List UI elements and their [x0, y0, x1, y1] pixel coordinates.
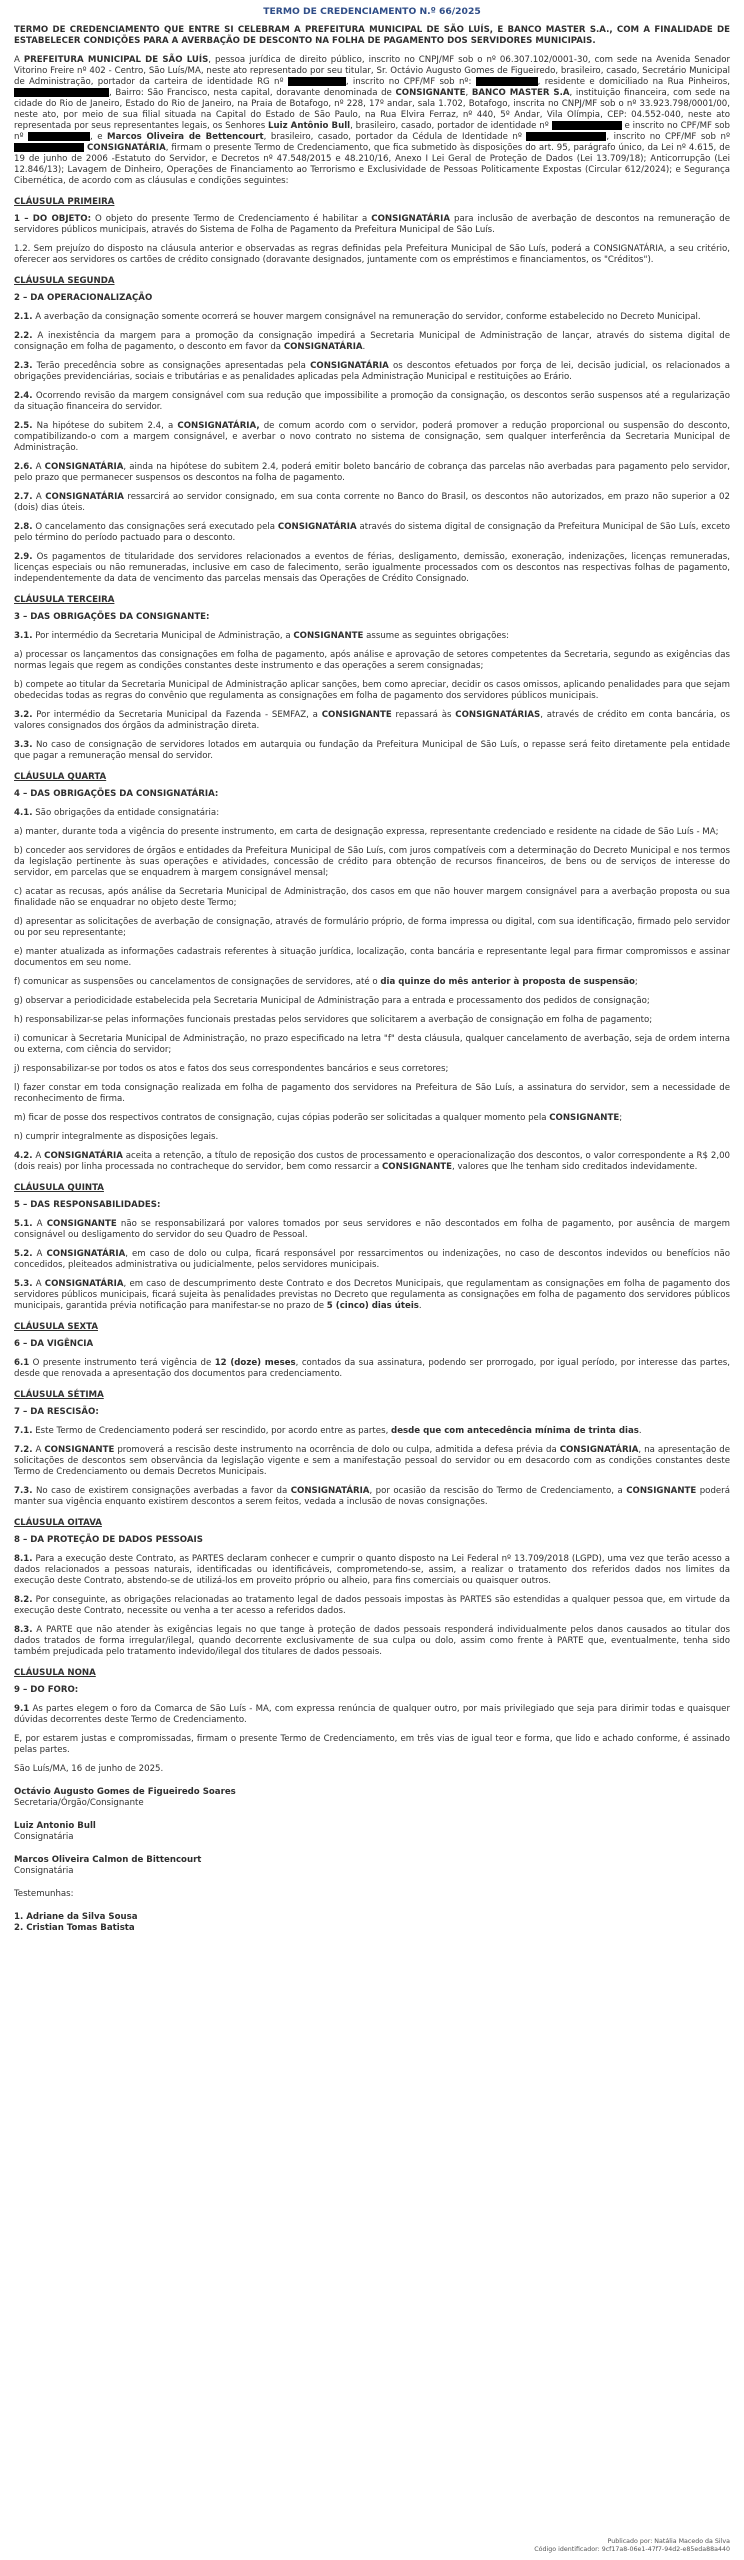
- clause-paragraph: 7.2. A CONSIGNANTE promoverá a rescisão deste instrumento na ocorrência de dolo ou culpa, admitida a defesa prévia da CONSIGNATÁRIA, na apresentação de solicitações de descontos sem observância da legislação vigente e sem a manifestação pessoal do servidor ou em desacordo com as condições constantes deste Termo de Credenciamento ou demais Decretos Municipais.: [14, 1445, 730, 1477]
- clause-heading: CLÁUSULA QUARTA: [14, 772, 107, 782]
- clause-paragraph: 8.1. Para a execução deste Contrato, as PARTES declaram conhecer e cumprir o quanto disposto na Lei Federal nº 13.709/2018 (LGPD), uma vez que terão acesso a dados relacionados a pessoas naturais, identificadas ou identificáveis, comprometendo-se, assim, a realizar o tratamento dos referidos dados nos limites da execução deste Contrato, abstendo-se de utilizá-los em proveito próprio ou alheio, para fins comerciais ou quaisquer outros.: [14, 1554, 730, 1586]
- clause-item: b) compete ao titular da Secretaria Municipal de Administração aplicar sanções, bem como apreciar, decidir os casos omissos, aplicando penalidades para que sejam obedecidas todas as regras do convênio que regulamenta as consignações em folha de pagamento dos servidores públicos municipais.: [14, 680, 730, 701]
- clause-paragraph: 8.3. A PARTE que não atender às exigências legais no que tange à proteção de dados pessoais responderá individualmente pelos danos causados ao titular dos dados tratados de forma irregular/ilegal, quando decorrente exclusivamente de sua culpa ou dolo, assim como frente à PARTE que, eventualmente, tenha sido também prejudicada pelo tratamento indevido/ilegal dos titulares de dados pessoais.: [14, 1625, 730, 1657]
- clause-paragraph: 2.1. A averbação da consignação somente ocorrerá se houver margem consignável na remuneração do servidor, conforme estabelecido no Decreto Municipal.: [14, 312, 701, 322]
- redaction-bar: [14, 143, 84, 152]
- clause-item: f) comunicar as suspensões ou cancelamentos de consignações de servidores, até o dia quinze do mês anterior à proposta de suspensão;: [14, 977, 638, 987]
- clause-heading: CLÁUSULA TERCEIRA: [14, 595, 115, 605]
- clause-paragraph: 5.2. A CONSIGNATÁRIA, em caso de dolo ou culpa, ficará responsável por ressarcimentos ou indenizações, no caso de descontos indevidos ou benefícios não concedidos, pleiteados administrativa ou judicialmente, pelos servidores municipais.: [14, 1249, 730, 1270]
- identifier-code: Código identificador: 9cf17a8-06e1-47f7-94d2-e85eda88a440: [534, 2546, 730, 2553]
- clause-paragraph: 3.1. Por intermédio da Secretaria Municipal de Administração, a CONSIGNANTE assume as seguintes obrigações:: [14, 631, 510, 641]
- redaction-bar: [28, 132, 90, 141]
- clause-paragraph: 7.1. Este Termo de Credenciamento poderá ser rescindido, por acordo entre as partes, desde que com antecedência mínima de trinta dias.: [14, 1426, 642, 1436]
- clause-paragraph: 5.3. A CONSIGNATÁRIA, em caso de descumprimento deste Contrato e dos Decretos Municipais, que regulamentam as consignações em folha de pagamento dos servidores públicos municipais, ficará sujeita às penalidades previstas no Decreto que regulamenta as consignações em folha de pagamento dos servidores públicos municipais, garantida prévia notificação para manifestar-se no prazo de 5 (cinco) dias úteis.: [14, 1279, 730, 1311]
- clause-item: m) ficar de posse dos respectivos contratos de consignação, cujas cópias poderão ser solicitadas a qualquer momento pela CONSIGNANTE;: [14, 1113, 623, 1123]
- clause-paragraph: 8.2. Por conseguinte, as obrigações relacionadas ao tratamento legal de dados pessoais impostas às PARTES são estendidas a qualquer pessoa que, em virtude da execução deste Contrato, necessite ou venha a ter acesso a referidos dados.: [14, 1595, 730, 1616]
- clause-heading: CLÁUSULA OITAVA: [14, 1518, 102, 1528]
- document-heading: TERMO DE CREDENCIAMENTO QUE ENTRE SI CELEBRAM A PREFEITURA MUNICIPAL DE SÃO LUÍS, E BANCO MASTER S.A., COM A FINALIDADE DE ESTABELECER CONDIÇÕES PARA A AVERBAÇÃO DE DESCONTO NA FOLHA DE PAGAMENTO DOS SERVIDORES MUNICIPAIS.: [14, 25, 730, 46]
- section-title: 2 – DA OPERACIONALIZAÇÃO: [14, 293, 153, 303]
- clause-item: a) processar os lançamentos das consignações em folha de pagamento, após análise e aprovação de setores competentes da Secretaria, segundo as exigências das normas legais que regem as condições constantes deste instrumento e das operações a serem consignadas;: [14, 650, 730, 671]
- clause-heading: CLÁUSULA SEXTA: [14, 1322, 98, 1332]
- section-title: 6 – DA VIGÊNCIA: [14, 1339, 94, 1349]
- document-title: TERMO DE CREDENCIAMENTO N.º 66/2025: [263, 6, 481, 17]
- section-title: 4 – DAS OBRIGAÇÕES DA CONSIGNATÁRIA:: [14, 789, 219, 799]
- section-title: 8 – DA PROTEÇÃO DE DADOS PESSOAIS: [14, 1535, 203, 1545]
- section-title: 3 – DAS OBRIGAÇÕES DA CONSIGNANTE:: [14, 612, 210, 622]
- clause-item: d) apresentar as solicitações de averbação de consignação, através de formulário próprio, de forma impressa ou digital, com sua identificação, firmado pelo servidor ou por seu representante;: [14, 917, 730, 938]
- clause-item: j) responsabilizar-se por todos os atos e fatos dos seus correspondentes bancários e seus corretores;: [14, 1064, 449, 1074]
- witness-name: 2. Cristian Tomas Batista: [14, 1923, 135, 1933]
- signatory-name: Octávio Augusto Gomes de Figueiredo Soares: [14, 1787, 236, 1797]
- publication-footer: [534, 2538, 730, 2554]
- clause-item: i) comunicar à Secretaria Municipal de Administração, no prazo especificado na letra "f" desta cláusula, qualquer cancelamento de averbação, seja de ordem interna ou externa, com ciência do servidor;: [14, 1034, 730, 1055]
- signatory-role: Secretaria/Órgão/Consignante: [14, 1798, 144, 1808]
- clause-paragraph: 2.6. A CONSIGNATÁRIA, ainda na hipótese do subitem 2.4, poderá emitir boleto bancário de cobrança das parcelas não averbadas para pagamento pelo servidor, pelo prazo que permanecer suspensos os descontos na folha de pagamento.: [14, 462, 731, 483]
- clause-paragraph: 4.1. São obrigações da entidade consignatária:: [14, 808, 220, 818]
- clause-paragraph: 3.2. Por intermédio da Secretaria Municipal da Fazenda - SEMFAZ, a CONSIGNANTE repassará às CONSIGNATÁRIAS, através de crédito em conta bancária, os valores consignados dos órgãos da administração direta.: [14, 710, 730, 731]
- clause-paragraph: 2.3. Terão precedência sobre as consignações apresentadas pela CONSIGNATÁRIA os descontos efetuados por força de lei, decisão judicial, os relacionados a obrigações previdenciárias, sociais e tributárias e as penalidades aplicadas pela Administração Municipal e restituições ao Erário.: [14, 361, 730, 382]
- clause-paragraph: 1.2. Sem prejuízo do disposto na cláusula anterior e observadas as regras definidas pela Prefeitura Municipal de São Luís, poderá a CONSIGNATÁRIA, a seu critério, oferecer aos servidores os cartões de crédito consignado (doravante designados, juntamente com os empréstimos e financiamentos, os "Créditos").: [14, 244, 730, 265]
- signatory-role: Consignatária: [14, 1832, 74, 1842]
- redaction-bar: [476, 77, 538, 86]
- signature-entry: [14, 1821, 730, 1843]
- clause-item: g) observar a periodicidade estabelecida pela Secretaria Municipal de Administração para a entrada e processamento dos pedidos de consignação;: [14, 996, 650, 1006]
- clause-heading: CLÁUSULA SÉTIMA: [14, 1390, 104, 1400]
- clause-paragraph: 5.1. A CONSIGNANTE não se responsabilizará por valores tomados por seus servidores e não descontados em folha de pagamento, por ausência de margem consignável ou desligamento do servidor do seu Quadro de Pessoal.: [14, 1219, 730, 1240]
- clause-paragraph: 4.2. A CONSIGNATÁRIA aceita a retenção, a título de reposição dos custos de processamento e operacionalização dos descontos, o valor correspondente a R$ 2,00 (dois reais) por linha processada no contracheque do servidor, bem como ressarcir a CONSIGNANTE, valores que lhe tenham sido creditados indevidamente.: [14, 1151, 731, 1172]
- clause-paragraph: 2.2. A inexistência da margem para a promoção da consignação impedirá a Secretaria Municipal de Administração de lançar, através do sistema digital de consignação em folha de pagamento, o desconto em favor da CONSIGNATÁRIA.: [14, 331, 730, 352]
- section-title: 7 – DA RESCISÃO:: [14, 1407, 99, 1417]
- clause-paragraph: 2.8. O cancelamento das consignações será executado pela CONSIGNATÁRIA através do sistema digital de consignação da Prefeitura Municipal de São Luís, exceto pelo término do período pactuado para o desconto.: [14, 522, 730, 543]
- prefeitura-name: PREFEITURA MUNICIPAL DE SÃO LUÍS: [23, 55, 209, 65]
- clause-item: l) fazer constar em toda consignação realizada em folha de pagamento dos servidores na Prefeitura de São Luís, a assinatura do servidor, sem a necessidade de reconhecimento de firma.: [14, 1083, 730, 1104]
- signatory-name: Luiz Antonio Bull: [14, 1821, 96, 1831]
- signatory-role: Consignatária: [14, 1866, 74, 1876]
- clause-item: c) acatar as recusas, após análise da Secretaria Municipal de Administração, dos casos em que não houver margem consignável para a averbação proposta ou sua finalidade não se enquadrar no objeto deste Termo;: [14, 887, 730, 908]
- clause-paragraph: 6.1 O presente instrumento terá vigência de 12 (doze) meses, contados da sua assinatura, podendo ser prorrogado, por igual período, por interesse das partes, desde que renovada a apresentação dos documentos para credenciamento.: [14, 1358, 730, 1379]
- clause-heading: CLÁUSULA NONA: [14, 1668, 96, 1678]
- section-title: 9 – DO FORO:: [14, 1685, 79, 1695]
- clause-paragraph: 7.3. No caso de existirem consignações averbadas a favor da CONSIGNATÁRIA, por ocasião da rescisão do Termo de Credenciamento, a CONSIGNANTE poderá manter sua vigência enquanto existirem descontos a serem feitos, vedada a inclusão de novas consignações.: [14, 1486, 730, 1507]
- signature-entry: [14, 1787, 730, 1809]
- section-title: 5 – DAS RESPONSABILIDADES:: [14, 1200, 161, 1210]
- banco-name: BANCO MASTER S.A: [471, 88, 570, 98]
- signature-entry: [14, 1855, 730, 1877]
- clause-paragraph: 3.3. No caso de consignação de servidores lotados em autarquia ou fundação da Prefeitura Municipal de São Luís, o repasse será feito diretamente pela entidade que pagar a remuneração mensal do servidor.: [14, 740, 730, 761]
- parties-paragraph: A PREFEITURA MUNICIPAL DE SÃO LUÍS, pessoa jurídica de direito público, inscrito no CNPJ/MF sob o nº 06.307.102/0001-30, com sede na Avenida Senador Vitorino Freire nº 402 - Centro, São Luís/MA, neste ato representado por seu titular, Sr. Octávio Augusto Gomes de Figueiredo, brasileiro, casado, Secretário Municipal de Administração, portador da carteira de identidade RG nº , inscrito no CPF/MF sob nº: , residente e domiciliado na Rua Pinheiros, , Bairro: São Francisco, nesta capital, doravante denominada de CONSIGNANTE, BANCO MASTER S.A, instituição financeira, com sede na cidade do Rio de Janeiro, Estado do Rio de Janeiro, na Praia de Botafogo, nº 228, 17º andar, sala 1.702, Botafogo, inscrita no CNPJ/MF sob o nº 33.923.798/0001/00, neste ato, por meio de sua filial situada na Capital do Estado de São Paulo, na Rua Elvira Ferraz, nº 440, 5º Andar, Vila Olímpia, CEP: 04.552-040, neste ato representada por seus representantes legais, os Senhores Luiz Antônio Bull, brasileiro, casado, portador de identidade nº e inscrito no CPF/MF sob nº , e Marcos Oliveira de Bettencourt, brasileiro, casado, portador da Cédula de Identidade nº , inscrito no CPF/MF sob nº CONSIGNATÁRIA, firmam o presente Termo de Credenciamento, que fica submetido às disposições do art. 95, parágrafo único, da Lei nº 4.615, de 19 de junho de 2006 -Estatuto do Servidor, e Decretos nº 47.548/2015 e 48.210/16, Anexo I Lei Geral de Proteção de Dados (Lei 13.709/18); Anticorrupção (Lei 12.846/13); Lavagem de Dinheiro, Operações de Financiamento ao Terrorismo e Exclusividade de Pessoas Politicamente Expostas (Circular 612/2024); e Segurança Cibernética, de acordo com as cláusulas e condições seguintes:: [14, 55, 731, 186]
- clause-heading: CLÁUSULA PRIMEIRA: [14, 197, 115, 207]
- clause-paragraph: 2.4. Ocorrendo revisão da margem consignável com sua redução que impossibilite a promoção da consignação, os descontos serão suspensos até a regularização da situação financeira do servidor.: [14, 391, 730, 412]
- clause-heading: CLÁUSULA QUINTA: [14, 1183, 104, 1193]
- witnesses-section: [14, 1889, 730, 1934]
- signatures-block: [14, 1787, 730, 1934]
- clause-item: n) cumprir integralmente as disposições legais.: [14, 1132, 219, 1142]
- clause-paragraph: 2.9. Os pagamentos de titularidade dos servidores relacionados a eventos de férias, desligamento, demissão, exoneração, indenizações, licenças remuneradas, licenças especiais ou não remuneradas, inclusive em caso de falecimento, serão igualmente processados com os descontos nas respectivas folhas de pagamento, independentemente da data de vencimento das parcelas mensais das Operações de Crédito Consignado.: [14, 552, 730, 584]
- clause-item: h) responsabilizar-se pelas informações funcionais prestadas pelos servidores que solicitarem a averbação de consignação em folha de pagamento;: [14, 1015, 653, 1025]
- clause-heading: CLÁUSULA SEGUNDA: [14, 276, 115, 286]
- redaction-bar: [552, 121, 622, 130]
- clause-paragraph: 9.1 As partes elegem o foro da Comarca de São Luís - MA, com expressa renúncia de qualquer outro, por mais privilegiado que seja para dirimir todas e quaisquer dúvidas decorrentes deste Termo de Credenciamento.: [14, 1704, 730, 1725]
- redaction-bar: [288, 77, 346, 86]
- closing-paragraph: E, por estarem justas e compromissadas, firmam o presente Termo de Credenciamento, em três vias de igual teor e forma, que lido e achado conforme, é assinado pelas partes.: [14, 1734, 730, 1755]
- place-date: São Luís/MA, 16 de junho de 2025.: [14, 1764, 164, 1774]
- clause-paragraph: 2.5. Na hipótese do subitem 2.4, a CONSIGNATÁRIA, de comum acordo com o servidor, poderá promover a redução proporcional ou suspensão do desconto, compatibilizando-o com a margem consignável, e averbar o novo contrato no sistema de consignação, sem qualquer interferência da Secretaria Municipal de Administração.: [14, 421, 730, 453]
- witness-name: 1. Adriane da Silva Sousa: [14, 1912, 138, 1922]
- clause-item: a) manter, durante toda a vigência do presente instrumento, em carta de designação expressa, representante credenciado e residente na cidade de São Luís - MA;: [14, 827, 719, 837]
- published-by: Publicado por: Natália Macedo da Silva: [607, 2538, 730, 2545]
- clause-paragraph: 2.7. A CONSIGNATÁRIA ressarcirá ao servidor consignado, em sua conta corrente no Banco do Brasil, os descontos não autorizados, em prazo não superior a 02 (dois) dias úteis.: [14, 492, 730, 513]
- redaction-bar: [526, 132, 606, 141]
- redaction-bar: [14, 88, 109, 97]
- clause-paragraph: 1 – DO OBJETO: O objeto do presente Termo de Credenciamento é habilitar a CONSIGNATÁRIA para inclusão de averbação de descontos na remuneração de servidores públicos municipais, através do Sistema de Folha de Pagamento da Prefeitura Municipal de São Luís.: [14, 214, 730, 235]
- clause-item: e) manter atualizada as informações cadastrais referentes à situação jurídica, localização, conta bancária e representante legal para firmar compromissos e assinar documentos em seu nome.: [14, 947, 730, 968]
- clause-item: b) conceder aos servidores de órgãos e entidades da Prefeitura Municipal de São Luís, com juros compatíveis com a determinação do Decreto Municipal e nos termos da legislação pertinente às suas operações e atividades, concessão de crédito para obtenção de recursos financeiros, de bens ou de serviços de interesse do servidor, em parcelas que se enquadrem à margem consignável mensal;: [14, 846, 730, 878]
- witnesses-label: Testemunhas:: [14, 1889, 74, 1899]
- signatory-name: Marcos Oliveira Calmon de Bittencourt: [14, 1855, 202, 1865]
